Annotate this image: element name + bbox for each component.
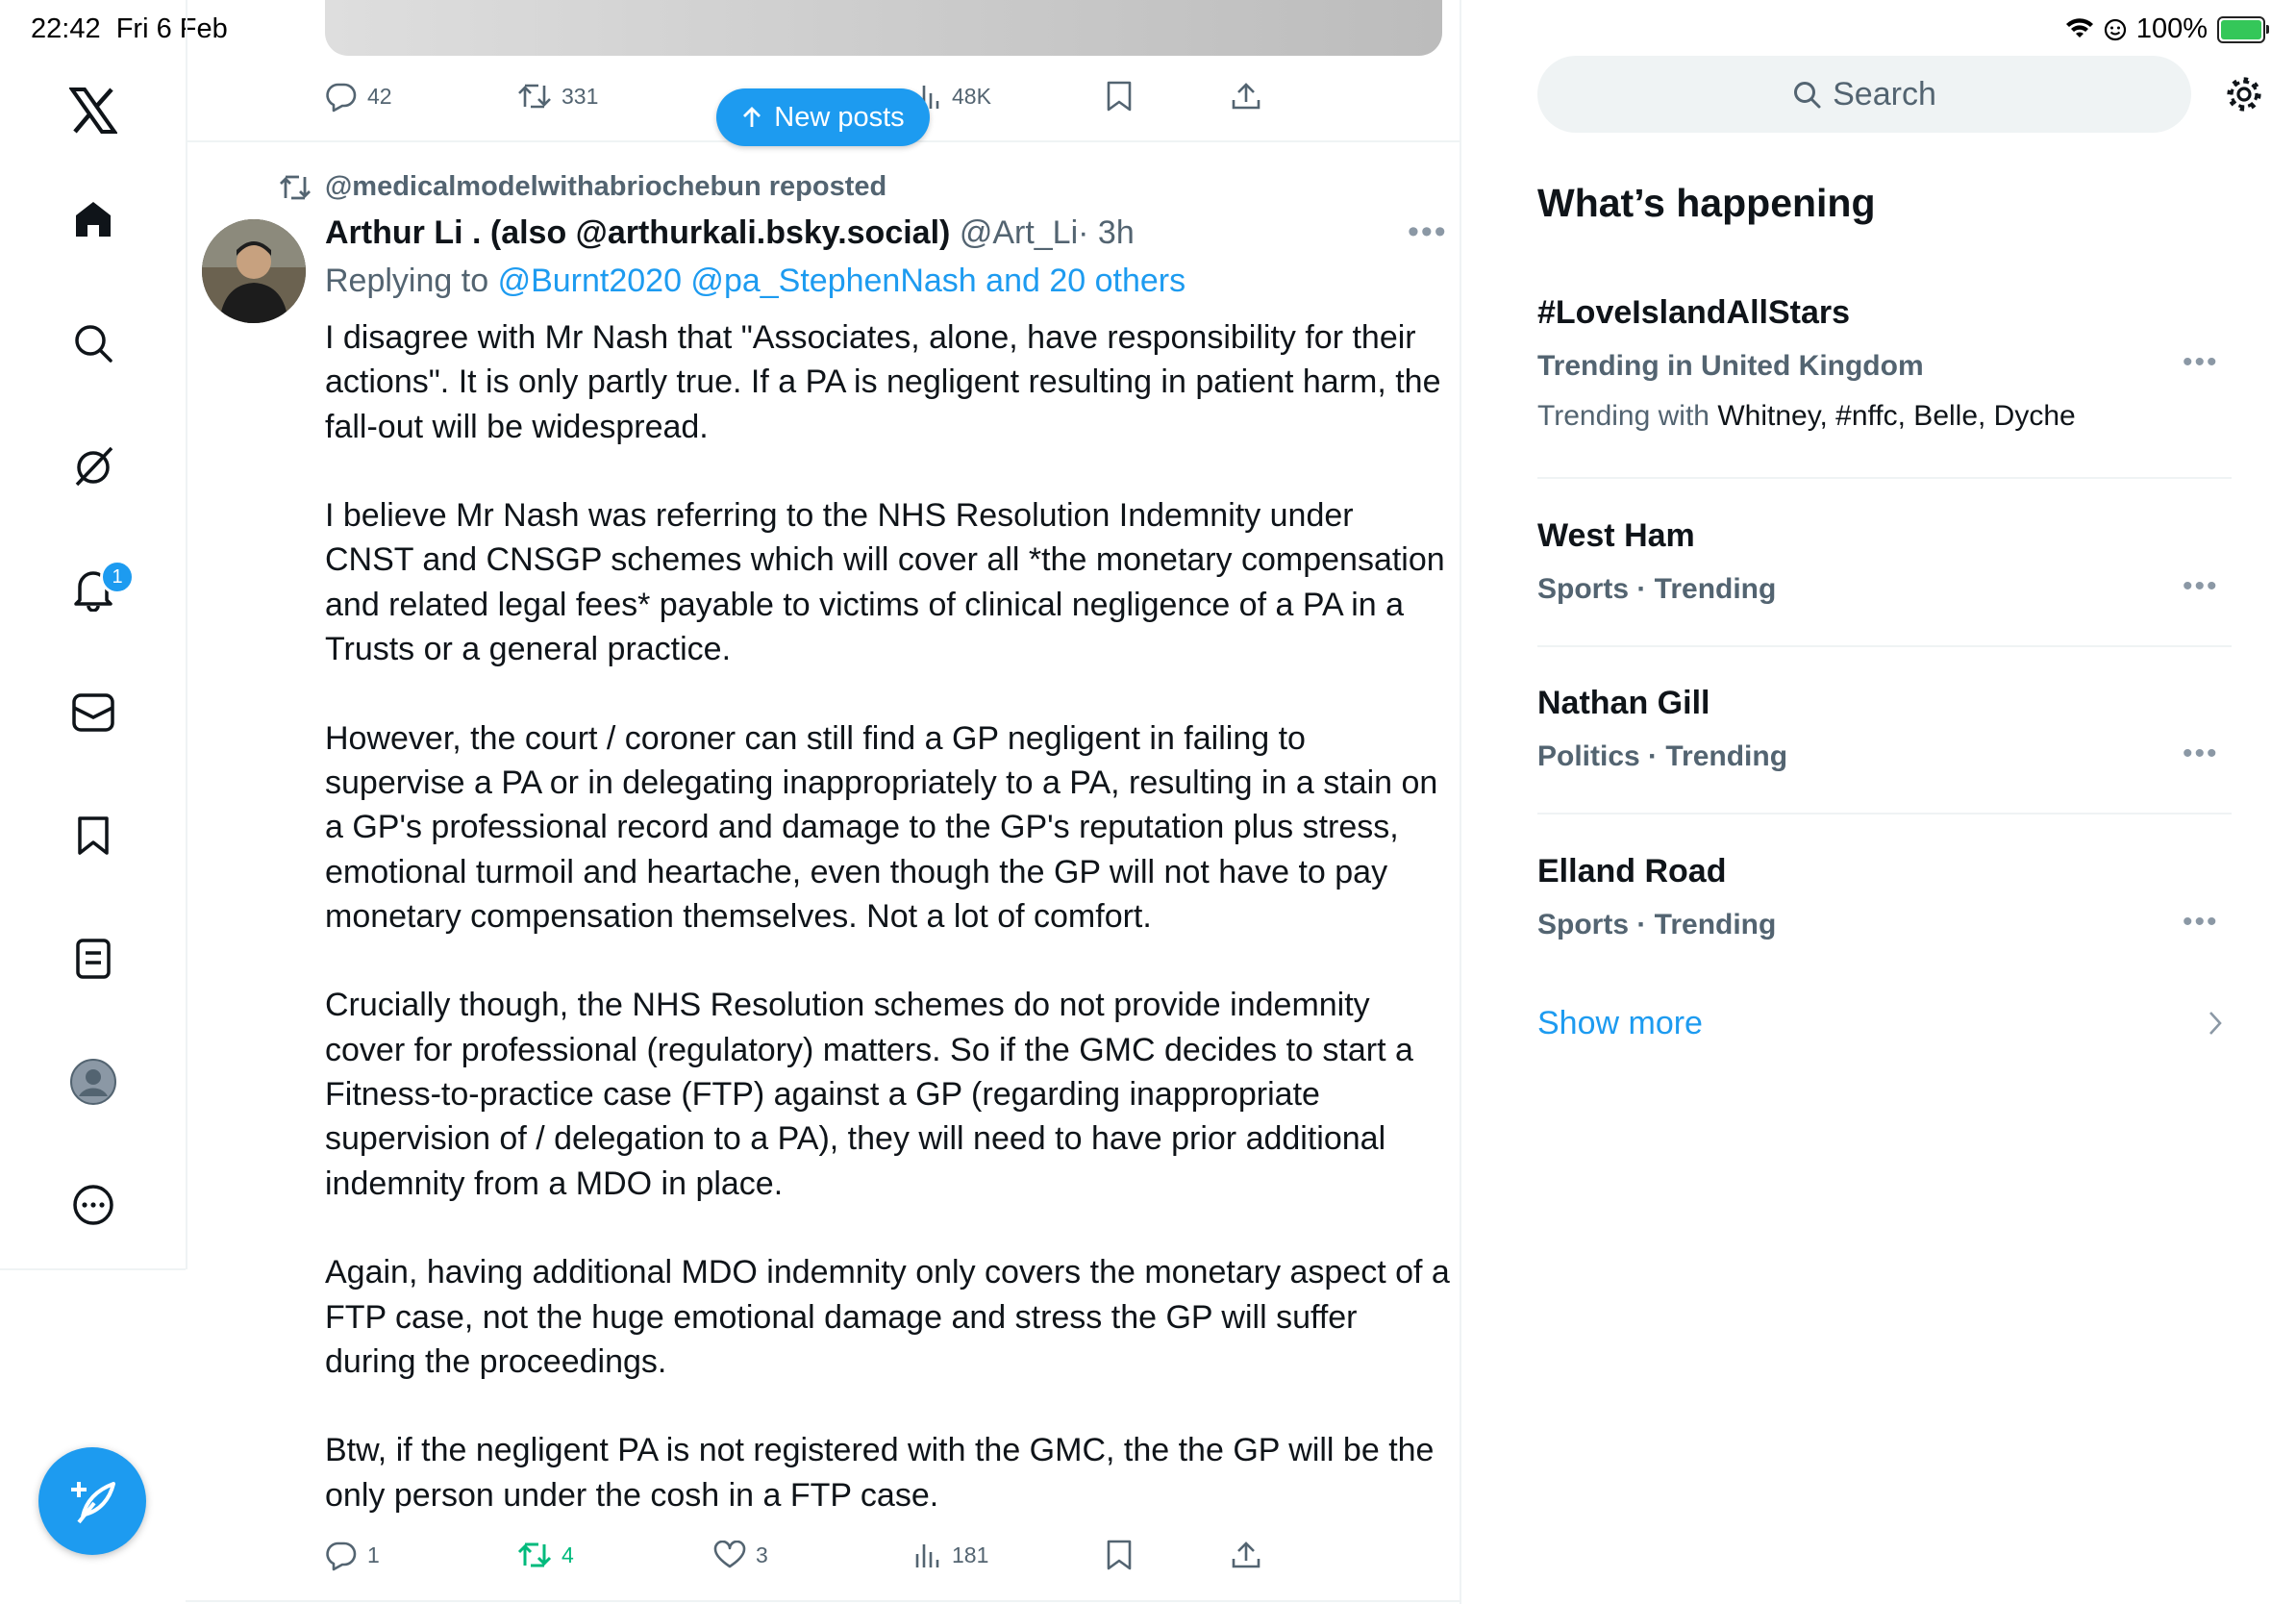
repost-button[interactable] — [517, 77, 598, 115]
search-icon — [1792, 80, 1821, 109]
settings-gear-icon[interactable] — [2223, 73, 2265, 115]
author-row — [325, 214, 1135, 252]
wifi-icon — [2065, 18, 2094, 41]
bookmark-icon — [1106, 1539, 1133, 1571]
compose-icon — [65, 1474, 119, 1528]
home-icon[interactable] — [60, 186, 127, 253]
compose-button[interactable] — [38, 1447, 146, 1555]
battery-percent: 100% — [2135, 13, 2208, 44]
replying-to — [325, 263, 1185, 300]
trend-related-names: Whitney, #nffc, Belle, Dyche — [1717, 400, 2076, 432]
trend-meta: Sports · Trending — [1537, 573, 1777, 605]
search-icon[interactable] — [60, 310, 127, 377]
show-more-link[interactable]: Show more — [1537, 1005, 1703, 1041]
author-handle[interactable]: @Art_Li — [959, 214, 1079, 251]
repost-button[interactable] — [517, 1536, 574, 1574]
status-bar-right — [2065, 13, 2265, 45]
new-posts-button[interactable] — [716, 88, 930, 146]
trend-related-prefix: Trending with — [1537, 400, 1710, 432]
grok-icon[interactable] — [60, 433, 127, 500]
post-time[interactable]: · 3h — [1078, 214, 1135, 251]
trend-more-button[interactable]: ••• — [2183, 906, 2219, 938]
trend-divider — [1537, 813, 2232, 815]
repost-context[interactable] — [279, 171, 886, 203]
author-name[interactable]: Arthur Li . (also @arthurkali.bsky.social) — [325, 214, 951, 251]
whats-happening-title: What’s happening — [1537, 181, 1876, 225]
views-icon — [913, 1541, 942, 1569]
trend-meta: Politics · Trending — [1537, 740, 1788, 772]
post-paragraph: Crucially though, the NHS Resolution schemes do not provide indemnity cover for professional (regulatory) matters. So if the GMC decides to start a Fitness-to-practice case (FTP) against a GP (regarding inappropriate supervision of / delegation to a PA), they will need to have prior additional indemnity from a MDO in place. — [325, 987, 1413, 1202]
post-paragraph: However, the court / coroner can still find a GP negligent in failing to supervise a PA or in delegating inappropriately to a PA, resulting in a stain on a GP's professional record and damage to the GP's reputation plus stress, emotional turmoil and heartache, even though the GP will not have to pay monetary compensation themselves. Not a lot of comfort. — [325, 719, 1438, 935]
trend-title[interactable]: West Ham — [1537, 517, 1695, 554]
bookmark-icon — [1106, 80, 1133, 113]
bookmark-icon[interactable] — [60, 802, 127, 869]
search-input[interactable] — [1537, 56, 2191, 133]
reply-count: 42 — [367, 83, 392, 109]
views-count: 181 — [952, 1541, 989, 1567]
arrow-up-icon — [741, 106, 762, 129]
more-icon[interactable] — [60, 1171, 127, 1239]
post-paragraph: I disagree with Mr Nash that "Associates, alone, have responsibility for their actions". It is only partly true. If a PA is negligent resulting in patient harm, the fall-out will be widespread. — [325, 319, 1441, 445]
post-paragraph: Again, having additional MDO indemnity only covers the monetary aspect of a FTP case, not the huge emotional damage and stress the GP will suffer during the proceedings. — [325, 1254, 1450, 1380]
views-button[interactable] — [913, 1536, 988, 1574]
trend-more-button[interactable]: ••• — [2183, 346, 2219, 378]
replying-to-users[interactable]: @Burnt2020 @pa_StephenNash and 20 others — [497, 263, 1186, 299]
trend-title[interactable]: #LoveIslandAllStars — [1537, 294, 1851, 331]
x-logo-icon[interactable] — [60, 77, 127, 144]
battery-level — [2221, 20, 2261, 39]
like-button[interactable] — [713, 1536, 768, 1574]
share-button[interactable] — [1231, 1536, 1261, 1574]
repost-icon — [279, 174, 312, 201]
trend-title[interactable]: Elland Road — [1537, 853, 1727, 890]
mail-icon[interactable] — [60, 679, 127, 746]
share-button[interactable] — [1231, 77, 1261, 115]
search-placeholder: Search — [1833, 75, 1936, 113]
repost-count: 4 — [562, 1541, 574, 1567]
trend-related — [1537, 400, 2076, 433]
views-count: 48K — [952, 83, 991, 109]
nav-divider — [0, 1268, 186, 1270]
replying-prefix: Replying to — [325, 263, 489, 299]
repost-icon — [517, 1541, 552, 1569]
trend-divider — [1537, 645, 2232, 647]
new-posts-label: New posts — [774, 101, 905, 133]
reply-button[interactable] — [325, 1536, 380, 1574]
status-date: Fri 6 Feb — [115, 13, 228, 44]
post-paragraph: I believe Mr Nash was referring to the NHS Resolution Indemnity under CNST and CNSGP schemes which will cover all *the monetary compensation and related legal fees* payable to victims of clinical negligence of a PA in a Trusts or a general practice. — [325, 497, 1445, 668]
repost-count: 331 — [562, 83, 599, 109]
bookmark-button[interactable] — [1106, 77, 1133, 115]
trend-meta: Sports · Trending — [1537, 909, 1777, 940]
reply-icon — [325, 80, 358, 113]
post-actions — [325, 1536, 1286, 1574]
trend-more-button[interactable]: ••• — [2183, 738, 2219, 769]
profile-icon[interactable] — [60, 1048, 127, 1115]
reposted-by: @medicalmodelwithabriochebun reposted — [325, 171, 887, 202]
share-icon — [1231, 1540, 1261, 1570]
bookmark-button[interactable] — [1106, 1536, 1133, 1574]
focus-icon — [2104, 18, 2127, 41]
trend-title[interactable]: Nathan Gill — [1537, 685, 1710, 721]
reply-icon — [325, 1539, 358, 1571]
post-paragraph: Btw, if the negligent PA is not registered with the GMC, the the GP will be the only person under the cosh in a FTP case. — [325, 1432, 1435, 1514]
left-navigation — [0, 0, 187, 1269]
like-count: 3 — [756, 1541, 768, 1567]
status-time: 22:42 — [31, 13, 101, 44]
post-divider — [186, 1600, 1460, 1602]
trend-meta: Trending in United Kingdom — [1537, 350, 1924, 382]
reply-button[interactable] — [325, 77, 392, 115]
post-more-button[interactable]: ••• — [1408, 213, 1448, 250]
chevron-right-icon — [2208, 1010, 2223, 1037]
author-avatar[interactable] — [202, 219, 306, 323]
repost-icon — [517, 82, 552, 111]
battery-icon — [2217, 16, 2265, 43]
share-icon — [1231, 81, 1261, 112]
trend-divider — [1537, 477, 2232, 479]
lists-icon[interactable] — [60, 925, 127, 992]
notification-badge: 1 — [100, 560, 135, 594]
previous-post-media[interactable] — [325, 0, 1442, 56]
heart-icon — [713, 1541, 746, 1569]
trend-more-button[interactable]: ••• — [2183, 570, 2219, 602]
post-text — [325, 315, 1450, 1517]
reply-count: 1 — [367, 1541, 380, 1567]
